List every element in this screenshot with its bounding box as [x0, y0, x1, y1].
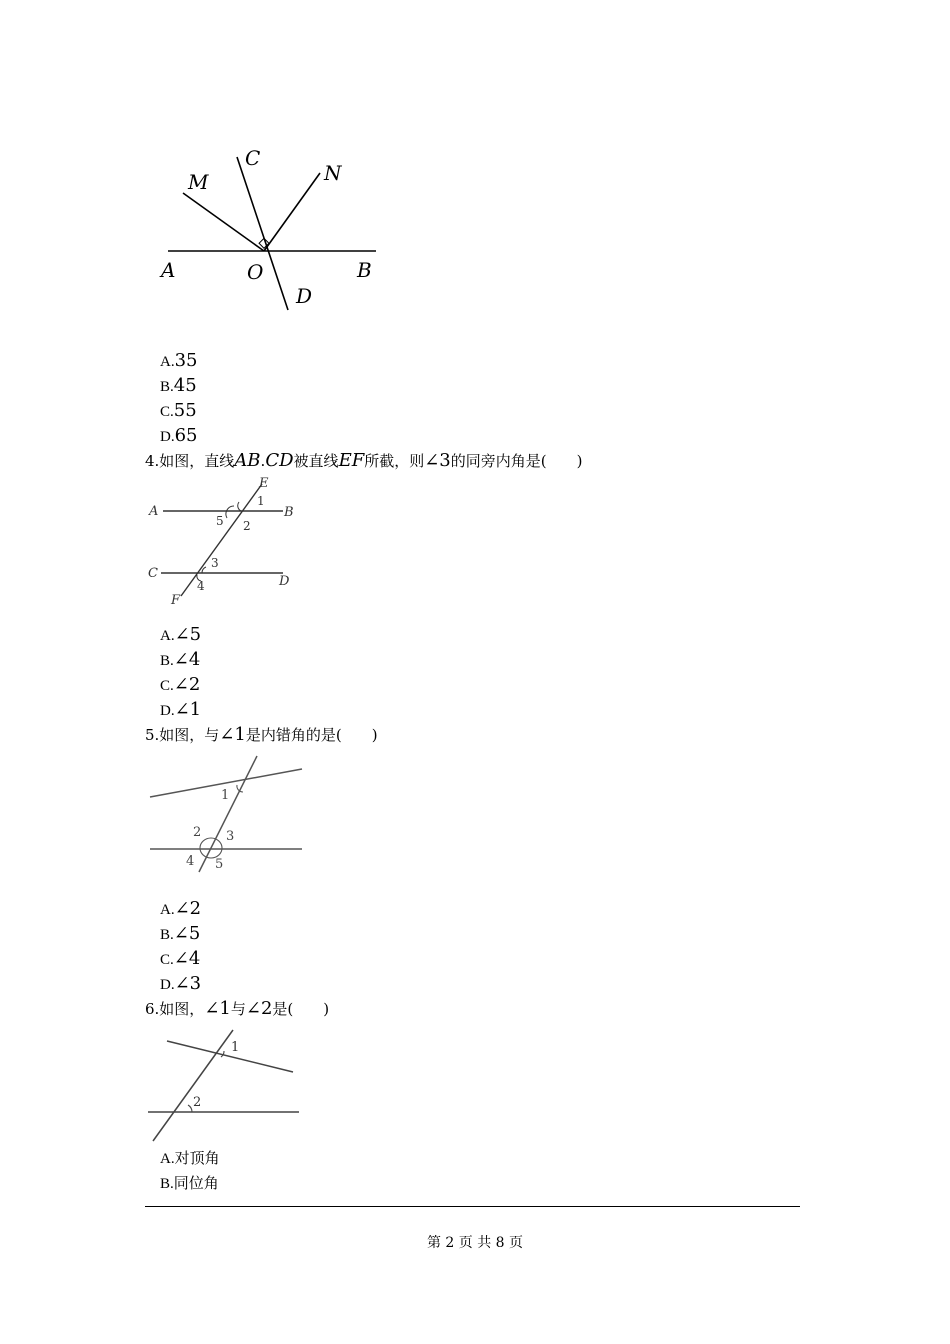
q3-figure	[150, 140, 390, 320]
label-a: A	[161, 258, 176, 282]
q5-stem: 5.如图，与∠1是内错角的是( )	[145, 724, 378, 745]
q3-option-d[interactable]: D.65	[160, 425, 198, 446]
q5-option-a[interactable]: A.∠2	[160, 898, 202, 919]
angle-label-1: 1	[257, 494, 265, 508]
label-b: B	[357, 258, 372, 282]
q6-figure	[145, 1026, 305, 1146]
footer-rule	[145, 1206, 800, 1207]
q6-stem: 6.如图，∠1与∠2是( )	[145, 998, 330, 1019]
angle-label-5: 5	[215, 857, 224, 872]
angle-label-5: 5	[216, 514, 224, 528]
q5-option-d[interactable]: D.∠3	[160, 973, 202, 994]
q4-option-b[interactable]: B.∠4	[160, 649, 201, 670]
q5-option-c[interactable]: C.∠4	[160, 948, 201, 969]
label-e: E	[259, 476, 269, 491]
label-o: O	[247, 260, 264, 284]
q6-option-b[interactable]: B.同位角	[160, 1174, 219, 1192]
q5-option-b[interactable]: B.∠5	[160, 923, 201, 944]
q4-option-d[interactable]: D.∠1	[160, 699, 202, 720]
label-a: A	[149, 504, 159, 519]
label-b: B	[284, 505, 294, 520]
label-m: M	[188, 170, 209, 194]
angle-label-2: 2	[193, 825, 202, 840]
angle-label-4: 4	[186, 854, 195, 869]
angle-label-3: 3	[226, 829, 235, 844]
label-d: D	[296, 284, 313, 308]
q4-option-c[interactable]: C.∠2	[160, 674, 201, 695]
angle-label-1: 1	[221, 788, 230, 803]
label-n: N	[324, 161, 342, 185]
angle-label-2: 2	[193, 1095, 202, 1110]
angle-label-2: 2	[243, 519, 251, 533]
q3-option-b[interactable]: B.45	[160, 375, 197, 396]
q4-figure	[145, 474, 305, 609]
angle-label-4: 4	[197, 579, 205, 593]
angle-label-1: 1	[231, 1040, 240, 1055]
q5-figure	[145, 750, 310, 880]
q3-option-a[interactable]: A.35	[160, 350, 198, 371]
q3-option-c[interactable]: C.55	[160, 400, 197, 421]
q6-option-a[interactable]: A.对顶角	[160, 1149, 220, 1167]
page-footer: 第 2 页 共 8 页	[426, 1235, 524, 1251]
label-d: D	[279, 574, 290, 589]
q4-option-a[interactable]: A.∠5	[160, 624, 202, 645]
label-c: C	[245, 146, 261, 170]
label-c: C	[148, 566, 158, 581]
label-f: F	[171, 593, 181, 608]
q4-stem: 4.如图，直线AB.CD被直线EF所截，则∠3的同旁内角是( )	[145, 450, 583, 471]
angle-label-3: 3	[211, 556, 219, 570]
